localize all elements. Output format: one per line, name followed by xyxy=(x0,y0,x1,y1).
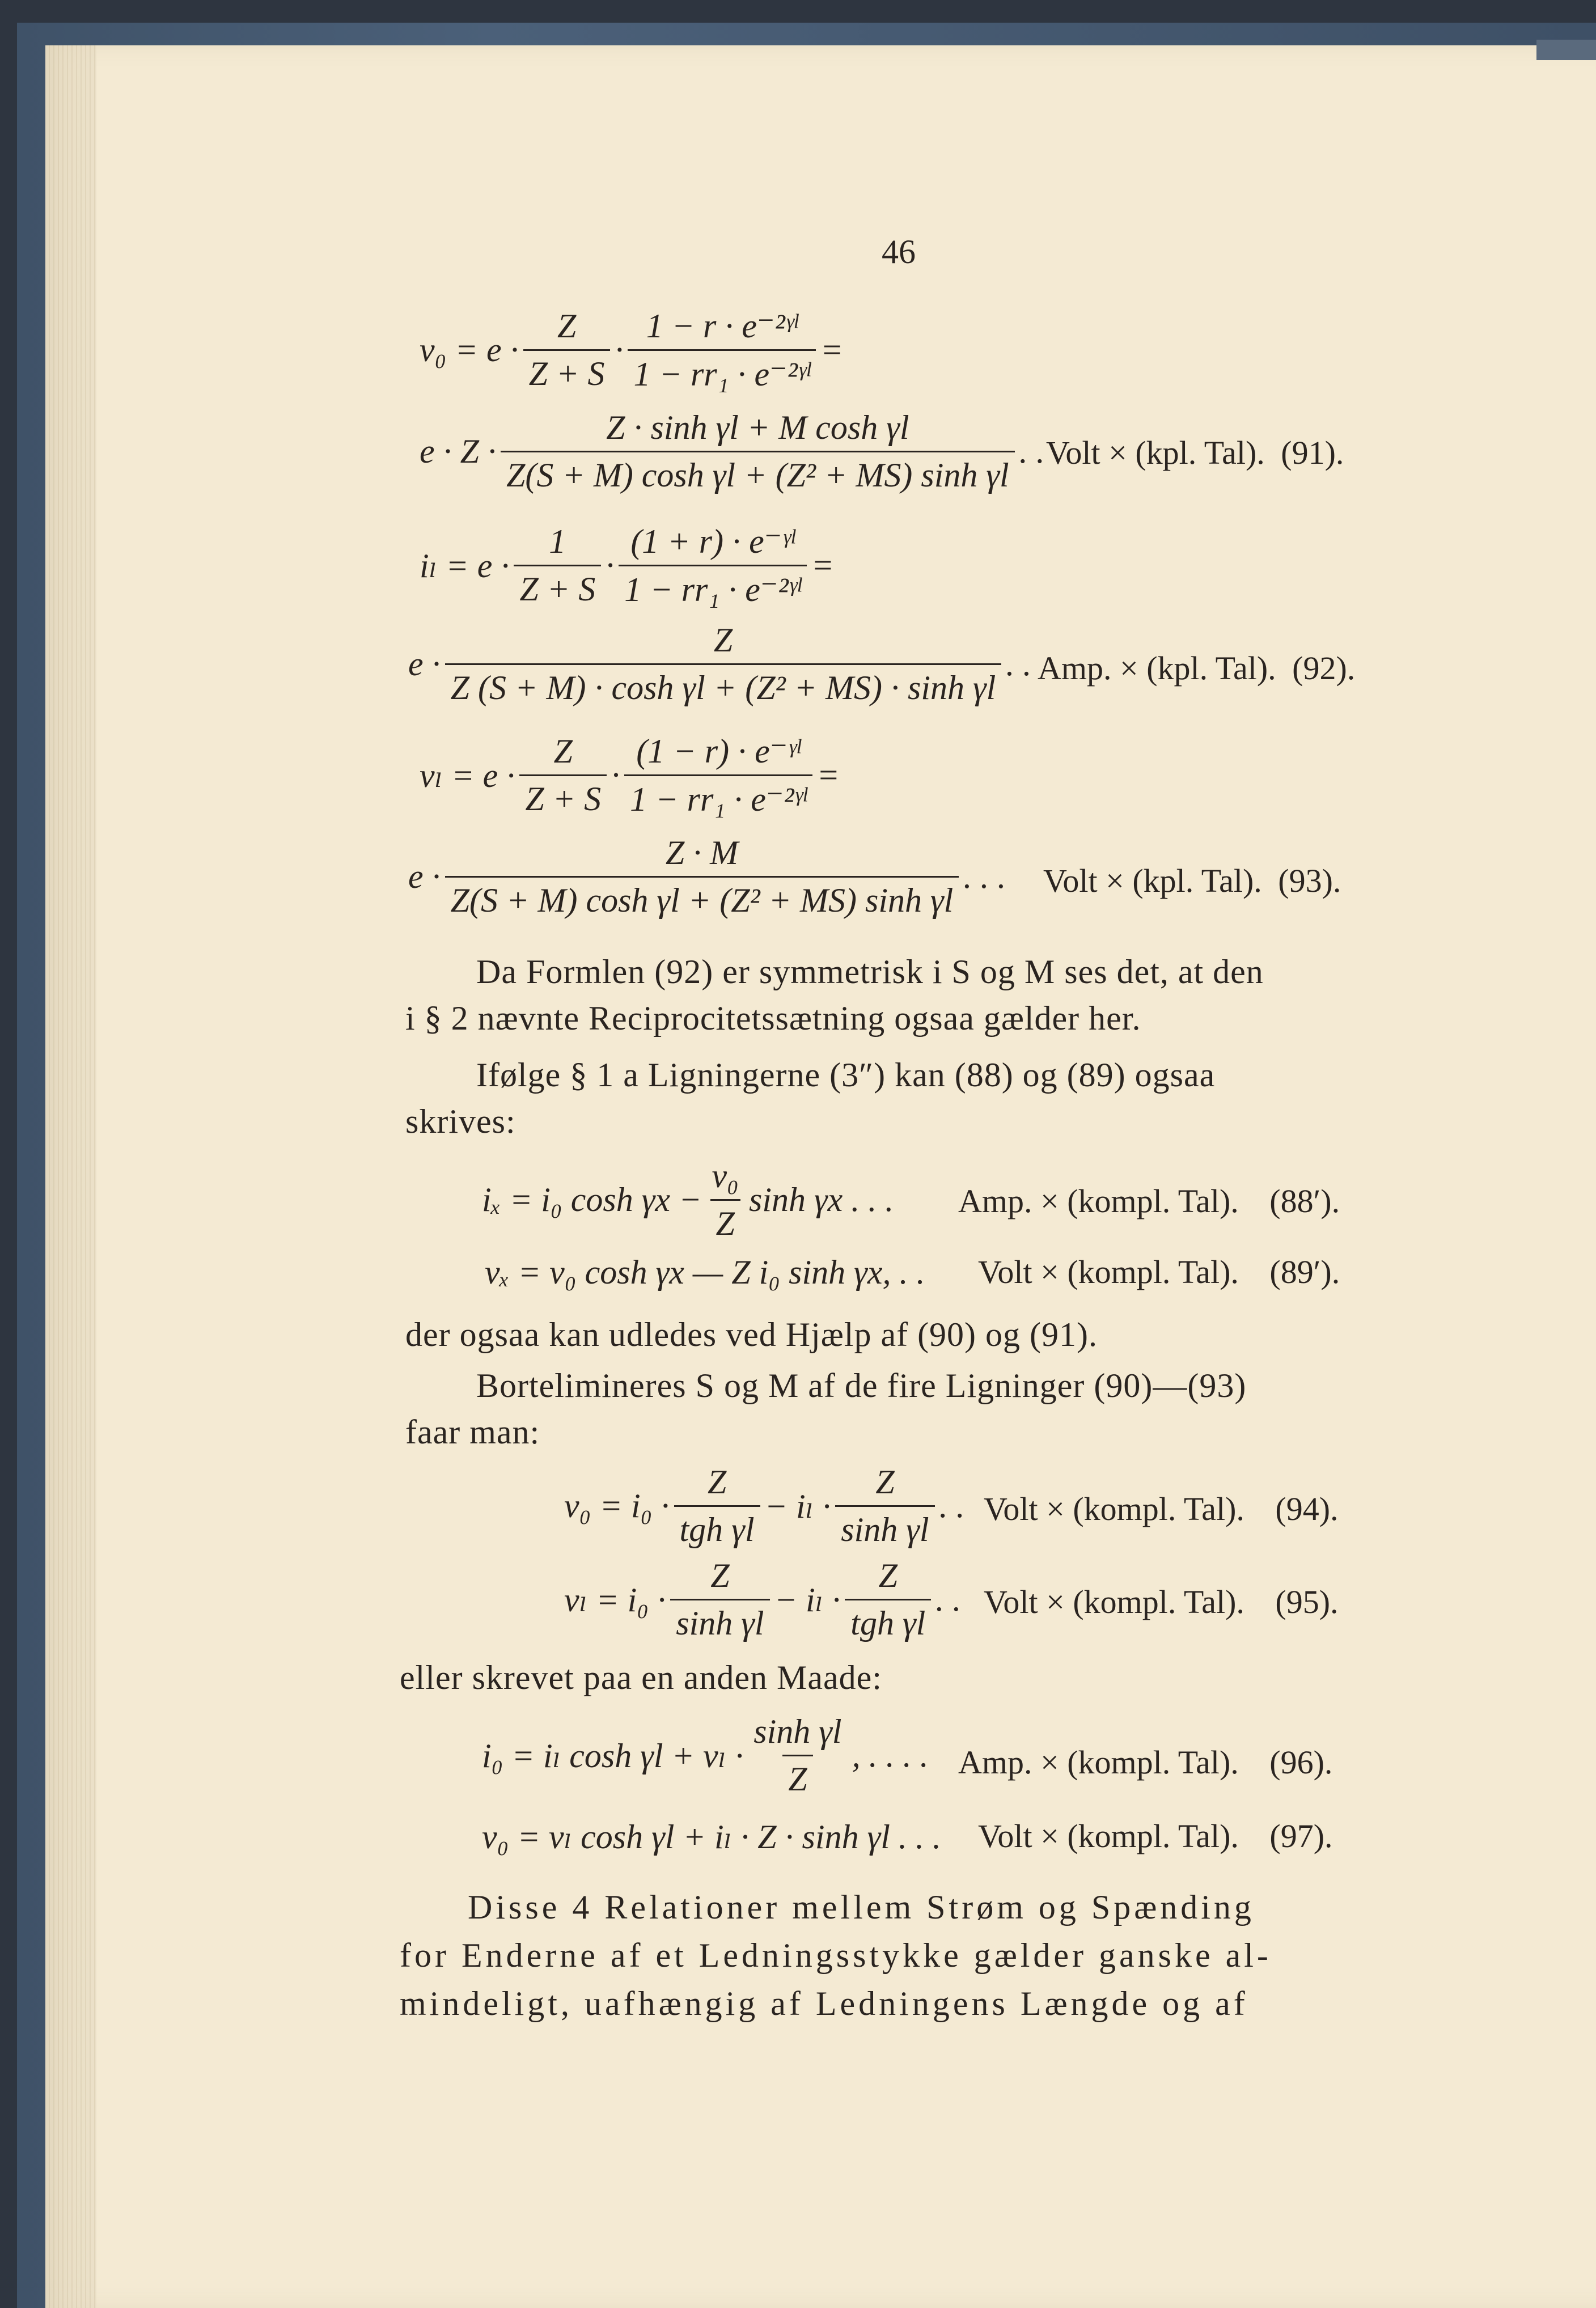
equation-93a xyxy=(420,731,840,819)
eq-tail: . . . xyxy=(963,858,1006,895)
paragraph-line: mindeligt, uafhængig af Ledningens Længde og af xyxy=(400,1985,1248,2022)
denominator: tgh γl xyxy=(845,1599,931,1643)
denominator: Z(S + M) cosh γl + (Z² + MS) sinh γl xyxy=(445,876,959,920)
numerator: Z xyxy=(713,621,733,659)
eq-lhs: e · xyxy=(408,858,441,895)
eq-tail: . . xyxy=(1019,433,1045,470)
denominator: Z + S xyxy=(523,349,611,393)
denominator: sinh γl xyxy=(670,1599,769,1643)
eq-tail: = xyxy=(820,331,844,369)
unit-label: Amp. × (kompl. Tal). xyxy=(958,1744,1239,1781)
equation-92a xyxy=(420,522,834,609)
equation-number: (94). xyxy=(1275,1490,1339,1527)
eq-tail: . . xyxy=(939,1487,965,1524)
eq-lhs: e · Z · xyxy=(420,433,496,470)
eq-tail: . . xyxy=(1006,645,1032,683)
unit-label: Volt × (kompl. Tal). xyxy=(984,1583,1244,1620)
fraction xyxy=(445,621,1002,708)
fraction xyxy=(706,1157,744,1243)
numerator: Z xyxy=(878,1557,898,1594)
eq-tail: = xyxy=(816,756,840,794)
unit-label: Volt × (kompl. Tal). xyxy=(984,1490,1244,1527)
fraction xyxy=(674,1463,760,1549)
fraction xyxy=(445,833,959,920)
numerator: 1 − r · e⁻²ᵞˡ xyxy=(646,307,798,345)
eq-lhs: i₀ = iₗ cosh γl + vₗ · xyxy=(482,1737,744,1775)
equation-91b xyxy=(420,408,1045,495)
numerator: (1 − r) · e⁻ᵞˡ xyxy=(636,732,801,770)
equation-number: (95). xyxy=(1275,1583,1339,1620)
paragraph-line: faar man: xyxy=(405,1413,540,1451)
equation-number: (97). xyxy=(1269,1818,1333,1854)
unit-label: Volt × (kpl. Tal). xyxy=(1043,862,1262,899)
equation-93-label xyxy=(1043,862,1341,900)
denominator: 1 − rr₁ · e⁻²ᵞˡ xyxy=(619,565,806,609)
eq-tail: , . . . . xyxy=(852,1737,929,1774)
dot: · xyxy=(615,331,624,369)
numerator: 1 xyxy=(549,523,566,560)
numerator: Z xyxy=(710,1557,730,1594)
dot: · xyxy=(611,756,620,794)
eq-lhs: v₀ = i₀ · xyxy=(564,1487,670,1524)
equation-95-label xyxy=(984,1583,1339,1621)
equation-number: (89′). xyxy=(1269,1253,1340,1290)
eq-mid: − iₗ · xyxy=(764,1487,831,1525)
fraction xyxy=(845,1556,931,1643)
denominator: Z + S xyxy=(514,565,601,609)
eq-lhs: iₓ = i₀ cosh γx − xyxy=(482,1181,702,1218)
fraction xyxy=(519,732,607,819)
equation-96 xyxy=(482,1712,929,1799)
denominator: Z xyxy=(710,1199,740,1243)
equation-97: v₀ = vₗ cosh γl + iₗ · Z · sinh γl . . . xyxy=(482,1818,941,1856)
equation-97-label xyxy=(978,1817,1333,1855)
eq-lhs: vₗ = e · xyxy=(420,756,515,794)
dot: · xyxy=(606,547,615,584)
equation-88 xyxy=(482,1157,894,1243)
equation-92b xyxy=(408,621,1031,708)
eq-lhs: vₗ = i₀ · xyxy=(564,1581,666,1619)
equation-88-label xyxy=(958,1182,1340,1220)
eq-tail: = xyxy=(811,547,835,584)
fraction xyxy=(523,307,611,393)
paragraph-line: i § 2 nævnte Reciprocitetssætning ogsaa gælder her. xyxy=(405,1000,1141,1037)
numerator: v₀ xyxy=(712,1157,739,1195)
denominator: Z (S + M) · cosh γl + (Z² + MS) · sinh γl xyxy=(445,663,1002,708)
paragraph-line: Da Formlen (92) er symmetrisk i S og M ses det, at den xyxy=(476,953,1264,990)
numerator: sinh γl xyxy=(753,1713,842,1750)
paragraph-line: Ifølge § 1 a Ligningerne (3″) kan (88) og (89) ogsaa xyxy=(476,1056,1216,1094)
equation-89: vₓ = v₀ cosh γx — Z i₀ sinh γx, . . xyxy=(485,1253,925,1291)
equation-number: (92). xyxy=(1292,650,1356,687)
equation-93b xyxy=(408,833,1006,920)
equation-89-label xyxy=(978,1253,1340,1291)
fraction xyxy=(670,1556,769,1643)
page-number: 46 xyxy=(882,233,916,270)
fraction xyxy=(624,731,812,819)
eq-lhs: iₗ = e · xyxy=(420,547,510,585)
equation-number: (93). xyxy=(1278,862,1341,899)
paragraph-line: Bortelimineres S og M af de fire Ligninger (90)—(93) xyxy=(476,1367,1247,1404)
equation-91-label xyxy=(1046,434,1344,472)
eq-lhs: e · xyxy=(408,645,441,683)
numerator: Z xyxy=(553,732,573,770)
unit-label: Volt × (kompl. Tal). xyxy=(978,1818,1239,1854)
paragraph-line: der ogsaa kan udledes ved Hjælp af (90) og (91). xyxy=(405,1316,1098,1353)
numerator: Z xyxy=(707,1463,727,1501)
unit-label: Volt × (kpl. Tal). xyxy=(1046,434,1265,471)
eq-rest: sinh γx . . . xyxy=(748,1181,894,1218)
equation-95 xyxy=(564,1556,961,1643)
numerator: Z · sinh γl + M cosh γl xyxy=(606,409,909,446)
paragraph-line: skrives: xyxy=(405,1103,516,1140)
fraction xyxy=(619,522,806,609)
equation-number: (88′). xyxy=(1269,1183,1340,1219)
unit-label: Amp. × (kpl. Tal). xyxy=(1038,650,1276,687)
equation-number: (91). xyxy=(1281,434,1344,471)
equation-91a xyxy=(420,306,843,394)
numerator: (1 + r) · e⁻ᵞˡ xyxy=(630,523,795,560)
unit-label: Volt × (kompl. Tal). xyxy=(978,1253,1239,1290)
denominator: 1 − rr₁ · e⁻²ᵞˡ xyxy=(628,349,815,394)
equation-number: (96). xyxy=(1269,1744,1333,1781)
eq-mid: − iₗ · xyxy=(774,1581,841,1619)
fraction xyxy=(514,522,601,609)
scale-bar xyxy=(1536,40,1596,60)
fraction xyxy=(835,1463,934,1549)
equation-94-label xyxy=(984,1490,1339,1528)
paragraph-line: eller skrevet paa en anden Maade: xyxy=(400,1659,882,1696)
equation-94 xyxy=(564,1463,965,1549)
denominator: Z xyxy=(782,1755,812,1799)
page-edge xyxy=(45,45,96,2308)
eq-tail: . . xyxy=(935,1581,962,1618)
unit-label: Amp. × (kompl. Tal). xyxy=(958,1183,1239,1219)
denominator: sinh γl xyxy=(835,1505,934,1549)
fraction xyxy=(748,1712,847,1799)
denominator: Z + S xyxy=(519,774,607,819)
equation-96-label xyxy=(958,1743,1332,1781)
paragraph-line: for Enderne af et Ledningsstykke gælder ganske al- xyxy=(400,1937,1272,1974)
eq-lhs: v₀ = e · xyxy=(420,331,519,369)
denominator: 1 − rr₁ · e⁻²ᵞˡ xyxy=(624,774,812,819)
denominator: tgh γl xyxy=(674,1505,760,1549)
numerator: Z · M xyxy=(665,834,739,871)
denominator: Z(S + M) cosh γl + (Z² + MS) sinh γl xyxy=(501,451,1015,495)
fraction xyxy=(628,306,815,394)
fraction xyxy=(501,408,1015,495)
numerator: Z xyxy=(875,1463,895,1501)
numerator: Z xyxy=(557,307,577,345)
equation-92-label xyxy=(1038,649,1355,687)
paragraph-line: Disse 4 Relationer mellem Strøm og Spænding xyxy=(468,1888,1255,1926)
